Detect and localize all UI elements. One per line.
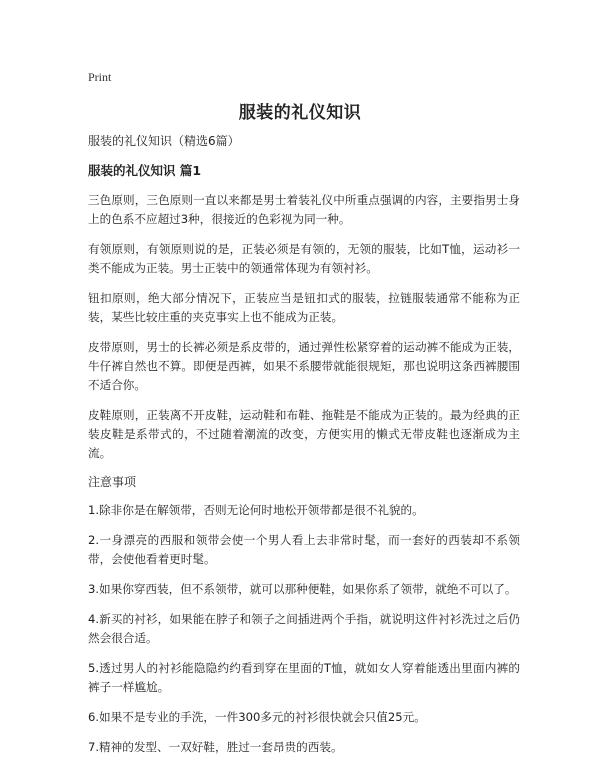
note-item: 7.精神的发型、一双好鞋，胜过一套昂贵的西装。 xyxy=(88,740,343,754)
paragraph-three-colors: 三色原则，三色原则一直以来都是男士着装礼仪中所重点强调的内容，主要指男士身上的色系不应超过3种，很接近的色彩视为同一种。 xyxy=(88,193,520,226)
print-link[interactable]: Print xyxy=(88,70,112,84)
note-item: 4.新买的衬衫，如果能在脖子和领子之间插进两个手指，就说明这件衬衫洗过之后仍然会很合适。 xyxy=(88,612,520,645)
paragraph-belt: 皮带原则，男士的长裤必须是系皮带的，通过弹性松紧穿着的运动裤不能成为正装，牛仔裤自然也不算。即便是西裤，如果不系腰带就能很规矩，那也说明这条西裤腰围不适合你。 xyxy=(88,340,520,392)
section-heading: 服装的礼仪知识 篇1 xyxy=(88,163,202,178)
document-subtitle: 服装的礼仪知识（精选6篇） xyxy=(88,134,240,148)
note-item: 1.除非你是在解领带，否则无论何时地松开领带都是很不礼貌的。 xyxy=(88,503,424,517)
notes-heading: 注意事项 xyxy=(88,475,137,489)
note-item: 2.一身漂亮的西服和领带会使一个男人看上去非常时髦，而一套好的西装却不系领带，会使他看着更时髦。 xyxy=(88,533,520,566)
document-body xyxy=(88,133,520,768)
note-item: 6.如果不是专业的手洗，一件300多元的衬衫很快就会只值25元。 xyxy=(88,710,426,724)
paragraph-collar: 有领原则，有领原则说的是，正装必须是有领的，无领的服装，比如T恤，运动衫一类不能成为正装。男士正装中的领通常体现为有领衬衫。 xyxy=(88,242,520,275)
note-item: 5.透过男人的衬衫能隐隐约约看到穿在里面的T恤，就如女人穿着能透出里面内裤的裤子一样尴尬。 xyxy=(88,661,520,694)
note-item: 3.如果你穿西装，但不系领带，就可以那种便鞋，如果你系了领带，就绝不可以了。 xyxy=(88,582,517,596)
page-title: 服装的礼仪知识 xyxy=(238,103,362,123)
paragraph-buttons: 钮扣原则，绝大部分情况下，正装应当是钮扣式的服装，拉链服装通常不能称为正装，某些比较庄重的夹克事实上也不能成为正装。 xyxy=(88,291,520,324)
paragraph-shoes: 皮鞋原则，正装离不开皮鞋，运动鞋和布鞋、拖鞋是不能成为正装的。最为经典的正装皮鞋是系带式的，不过随着潮流的改变，方便实用的懒式无带皮鞋也逐渐成为主流。 xyxy=(88,408,520,460)
